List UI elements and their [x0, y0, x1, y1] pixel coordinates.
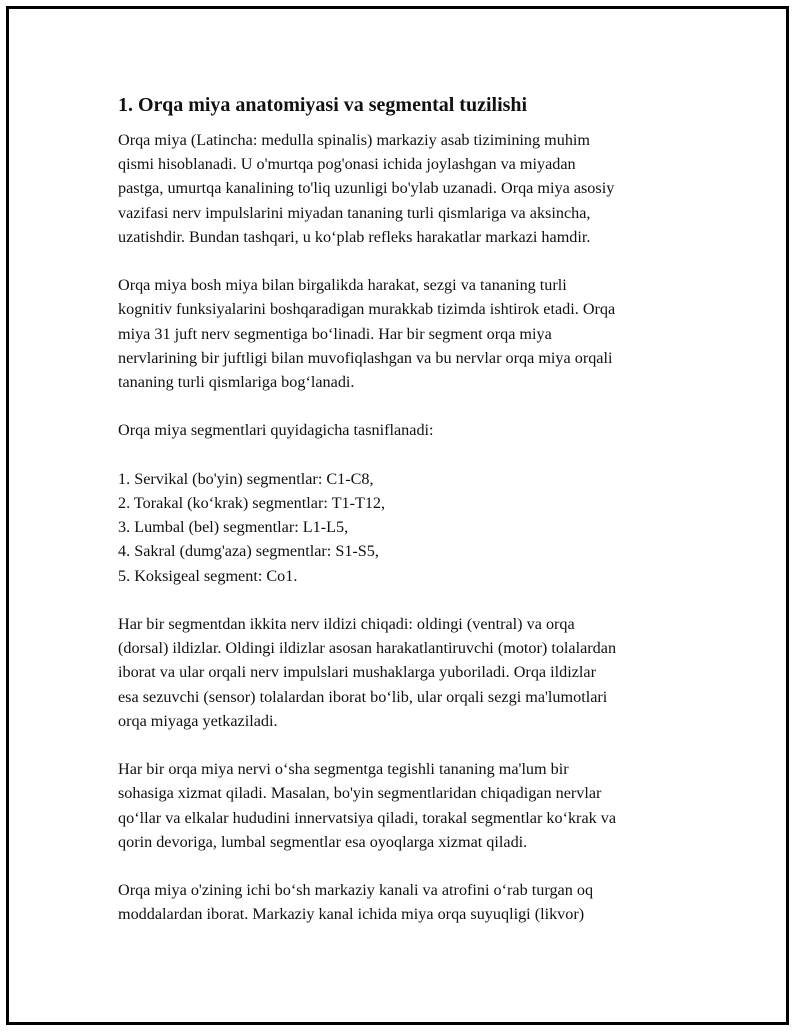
list-item: 2. Torakal (ko‘krak) segmentlar: T1-T12, [118, 494, 386, 512]
text-line: Har bir orqa miya nervi o‘sha segmentga tegishli tananing ma'lum bir [118, 760, 569, 779]
text-line: Orqa miya segmentlari quyidagicha tasniflanadi: [118, 421, 434, 440]
text-line: sohasiga xizmat qiladi. Masalan, bo'yin segmentlaridan chiqadigan nervlar [118, 784, 602, 803]
list-item: 3. Lumbal (bel) segmentlar: L1-L5, [118, 518, 349, 537]
paragraph-intro [118, 128, 698, 249]
text-line: qo‘llar va elkalar hududini innervatsiya qiladi, torakal segmentlar ko‘krak va [118, 808, 617, 827]
text-line: miya 31 juft nerv segmentiga bo‘linadi. Har bir segment orqa miya [118, 324, 552, 343]
paragraph-innervation [118, 757, 698, 854]
text-line: qorin devoriga, lumbal segmentlar esa oyoqlarga xizmat qiladi. [118, 832, 528, 851]
section-heading: 1. Orqa miya anatomiyasi va segmental tuzilishi [118, 94, 528, 116]
segment-list [118, 467, 698, 588]
text-line: (dorsal) ildizlar. Oldingi ildizlar asosan harakatlantiruvchi (motor) tolalardan [118, 639, 617, 658]
text-line: tananing turli qismlariga bog‘lanadi. [118, 373, 355, 392]
paragraph-central-canal [118, 878, 698, 926]
text-line: Orqa miya o'zining ichi bo‘sh markaziy kanali va atrofini o‘rab turgan oq [118, 881, 594, 900]
text-line: esa sezuvchi (sensor) tolalardan iborat bo‘lib, ular orqali sezgi ma'lumotlari [118, 687, 608, 706]
paragraph-classification-intro [118, 418, 698, 442]
document-body [118, 92, 698, 951]
text-line: iborat va ular orqali nerv impulslari mushaklarga yuboriladi. Orqa ildizlar [118, 663, 596, 682]
text-line: Orqa miya bosh miya bilan birgalikda harakat, sezgi va tananing turli [118, 276, 567, 295]
text-line: uzatishdir. Bundan tashqari, u ko‘plab refleks harakatlar markazi hamdir. [118, 227, 591, 246]
text-line: nervlarining bir juftligi bilan muvofiqlashgan va bu nervlar orqa miya orqali [118, 348, 613, 367]
list-item: 5. Koksigeal segment: Co1. [118, 566, 298, 585]
text-line: Orqa miya (Latincha: medulla spinalis) markaziy asab tizimining muhim [118, 131, 591, 149]
text-line: vazifasi nerv impulslarini miyadan tananing turli qismlariga va aksincha, [118, 203, 591, 222]
text-line: orqa miyaga yetkaziladi. [118, 711, 278, 730]
text-line: kognitiv funksiyalarini boshqaradigan murakkab tizimda ishtirok etadi. Orqa [118, 300, 616, 319]
text-line: moddalardan iborat. Markaziy kanal ichida miya orqa suyuqligi (likvor) [118, 905, 585, 924]
paragraph-function [118, 273, 698, 394]
text-line: qismi hisoblanadi. U o'murtqa pog'onasi ichida joylashgan va miyadan [118, 155, 576, 174]
paragraph-nerve-roots [118, 612, 698, 733]
text-line: pastga, umurtqa kanalining to'liq uzunligi bo'ylab uzanadi. Orqa miya asosiy [118, 179, 615, 198]
text-line: Har bir segmentdan ikkita nerv ildizi chiqadi: oldingi (ventral) va orqa [118, 615, 575, 633]
list-item: 4. Sakral (dumg'aza) segmentlar: S1-S5, [118, 542, 379, 561]
list-item: 1. Servikal (bo'yin) segmentlar: C1-C8, [118, 469, 374, 488]
